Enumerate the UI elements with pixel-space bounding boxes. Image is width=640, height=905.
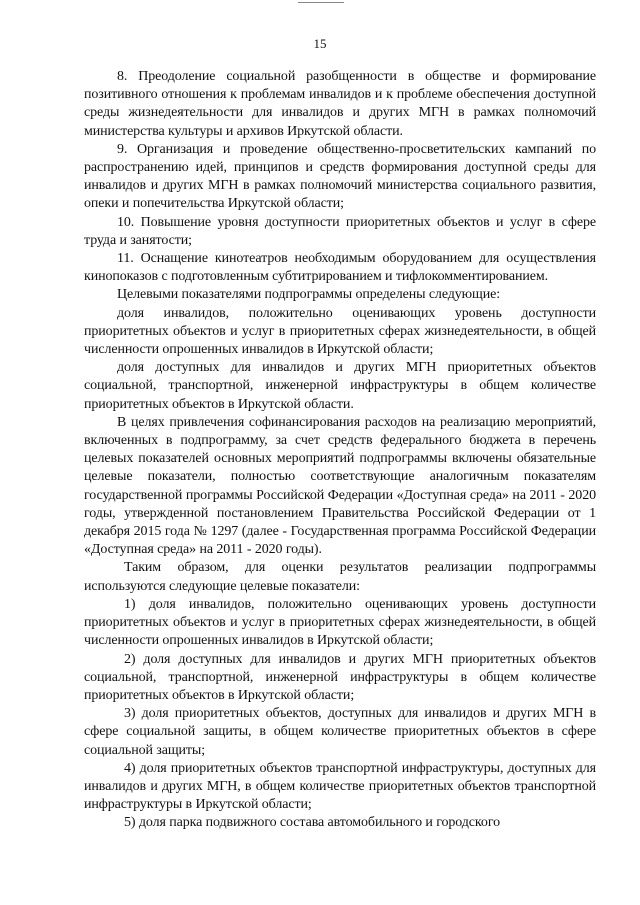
paragraph-indicator-2: 2) доля доступных для инвалидов и других МГН приоритетных объектов социальной, транспортной, инженерной инфраструктуры в общем количестве приоритетных объектов в Иркутской области; xyxy=(84,651,596,703)
paragraph-target-share-accessible: доля доступных для инвалидов и других МГН приоритетных объектов социальной, транспортной, инженерной инфраструктуры в общем количестве приоритетных объектов в Иркутской области. xyxy=(84,360,596,412)
paragraph-indicator-1: 1) доля инвалидов, положительно оценивающих уровень доступности приоритетных объектов и услуг в приоритетных сферах жизнедеятельности, в общей численности опрошенных инвалидов в Иркутской области; xyxy=(84,596,596,649)
paragraph-targets-intro: Целевыми показателями подпрограммы определены следующие: xyxy=(117,287,501,303)
paragraph-indicator-4: 4) доля приоритетных объектов транспортной инфраструктуры, доступных для инвалидов и других МГН, в общем количестве приоритетных объектов транспортной инфраструктуры в Иркутской области; xyxy=(84,760,596,813)
paragraph-item-10: 10. Повышение уровня доступности приоритетных объектов и услуг в сфере труда и занятости; xyxy=(84,214,596,248)
paragraph-target-share-satisfied: доля инвалидов, положительно оценивающих уровень доступности приоритетных объектов и услуг в приоритетных сферах жизнедеятельности, в общей численности опрошенных инвалидов в Иркутской области; xyxy=(84,305,596,358)
page-number: 15 xyxy=(313,36,327,51)
paragraph-cofinancing: В целях привлечения софинансирования расходов на реализацию мероприятий, включенных в подпрограмму, за счет средств федерального бюджета в перечень целевых показателей основных мероприятий подпрограммы включены обязательные целевые показатели, полностью соответствующие аналогичным показателям государственной программы Российской Федерации «Доступная среда» на 2011 - 2020 годы, утвержденной постановлением Правительства Российской Федерации от 1 декабря 2015 года № 1297 (далее - Государственная программа Российской Федерации «Доступная среда» на 2011 - 2020 годы). xyxy=(84,414,596,558)
paragraph-indicator-3: 3) доля приоритетных объектов, доступных для инвалидов и других МГН в сфере социальной защиты, в общем количестве приоритетных объектов в сфере социальной защиты; xyxy=(84,706,596,758)
document-body xyxy=(84,68,596,833)
paragraph-item-9: 9. Организация и проведение общественно-просветительских кампаний по распространению идей, принципов и средств формирования доступной среды для инвалидов и других МГН в рамках полномочий министерства социального развития, опеки и попечительства Иркутской области; xyxy=(84,141,596,212)
paragraph-item-11: 11. Оснащение кинотеатров необходимым оборудованием для осуществления кинопоказов с подготовленным субтитрированием и тифлокомментированием. xyxy=(84,251,596,285)
paragraph-item-8: 8. Преодоление социальной разобщенности в обществе и формирование позитивного отношения к проблемам инвалидов и к проблеме обеспечения доступной среды жизнедеятельности для инвалидов и других МГН в рамках полномочий министерства культуры и архивов Иркутской области. xyxy=(84,69,596,139)
top-rule xyxy=(298,2,344,3)
paragraph-indicator-5: 5) доля парка подвижного состава автомобильного и городского xyxy=(124,815,501,831)
paragraph-indicators-intro: Таким образом, для оценки результатов реализации подпрограммы используются следующие целевые показатели: xyxy=(84,560,596,594)
